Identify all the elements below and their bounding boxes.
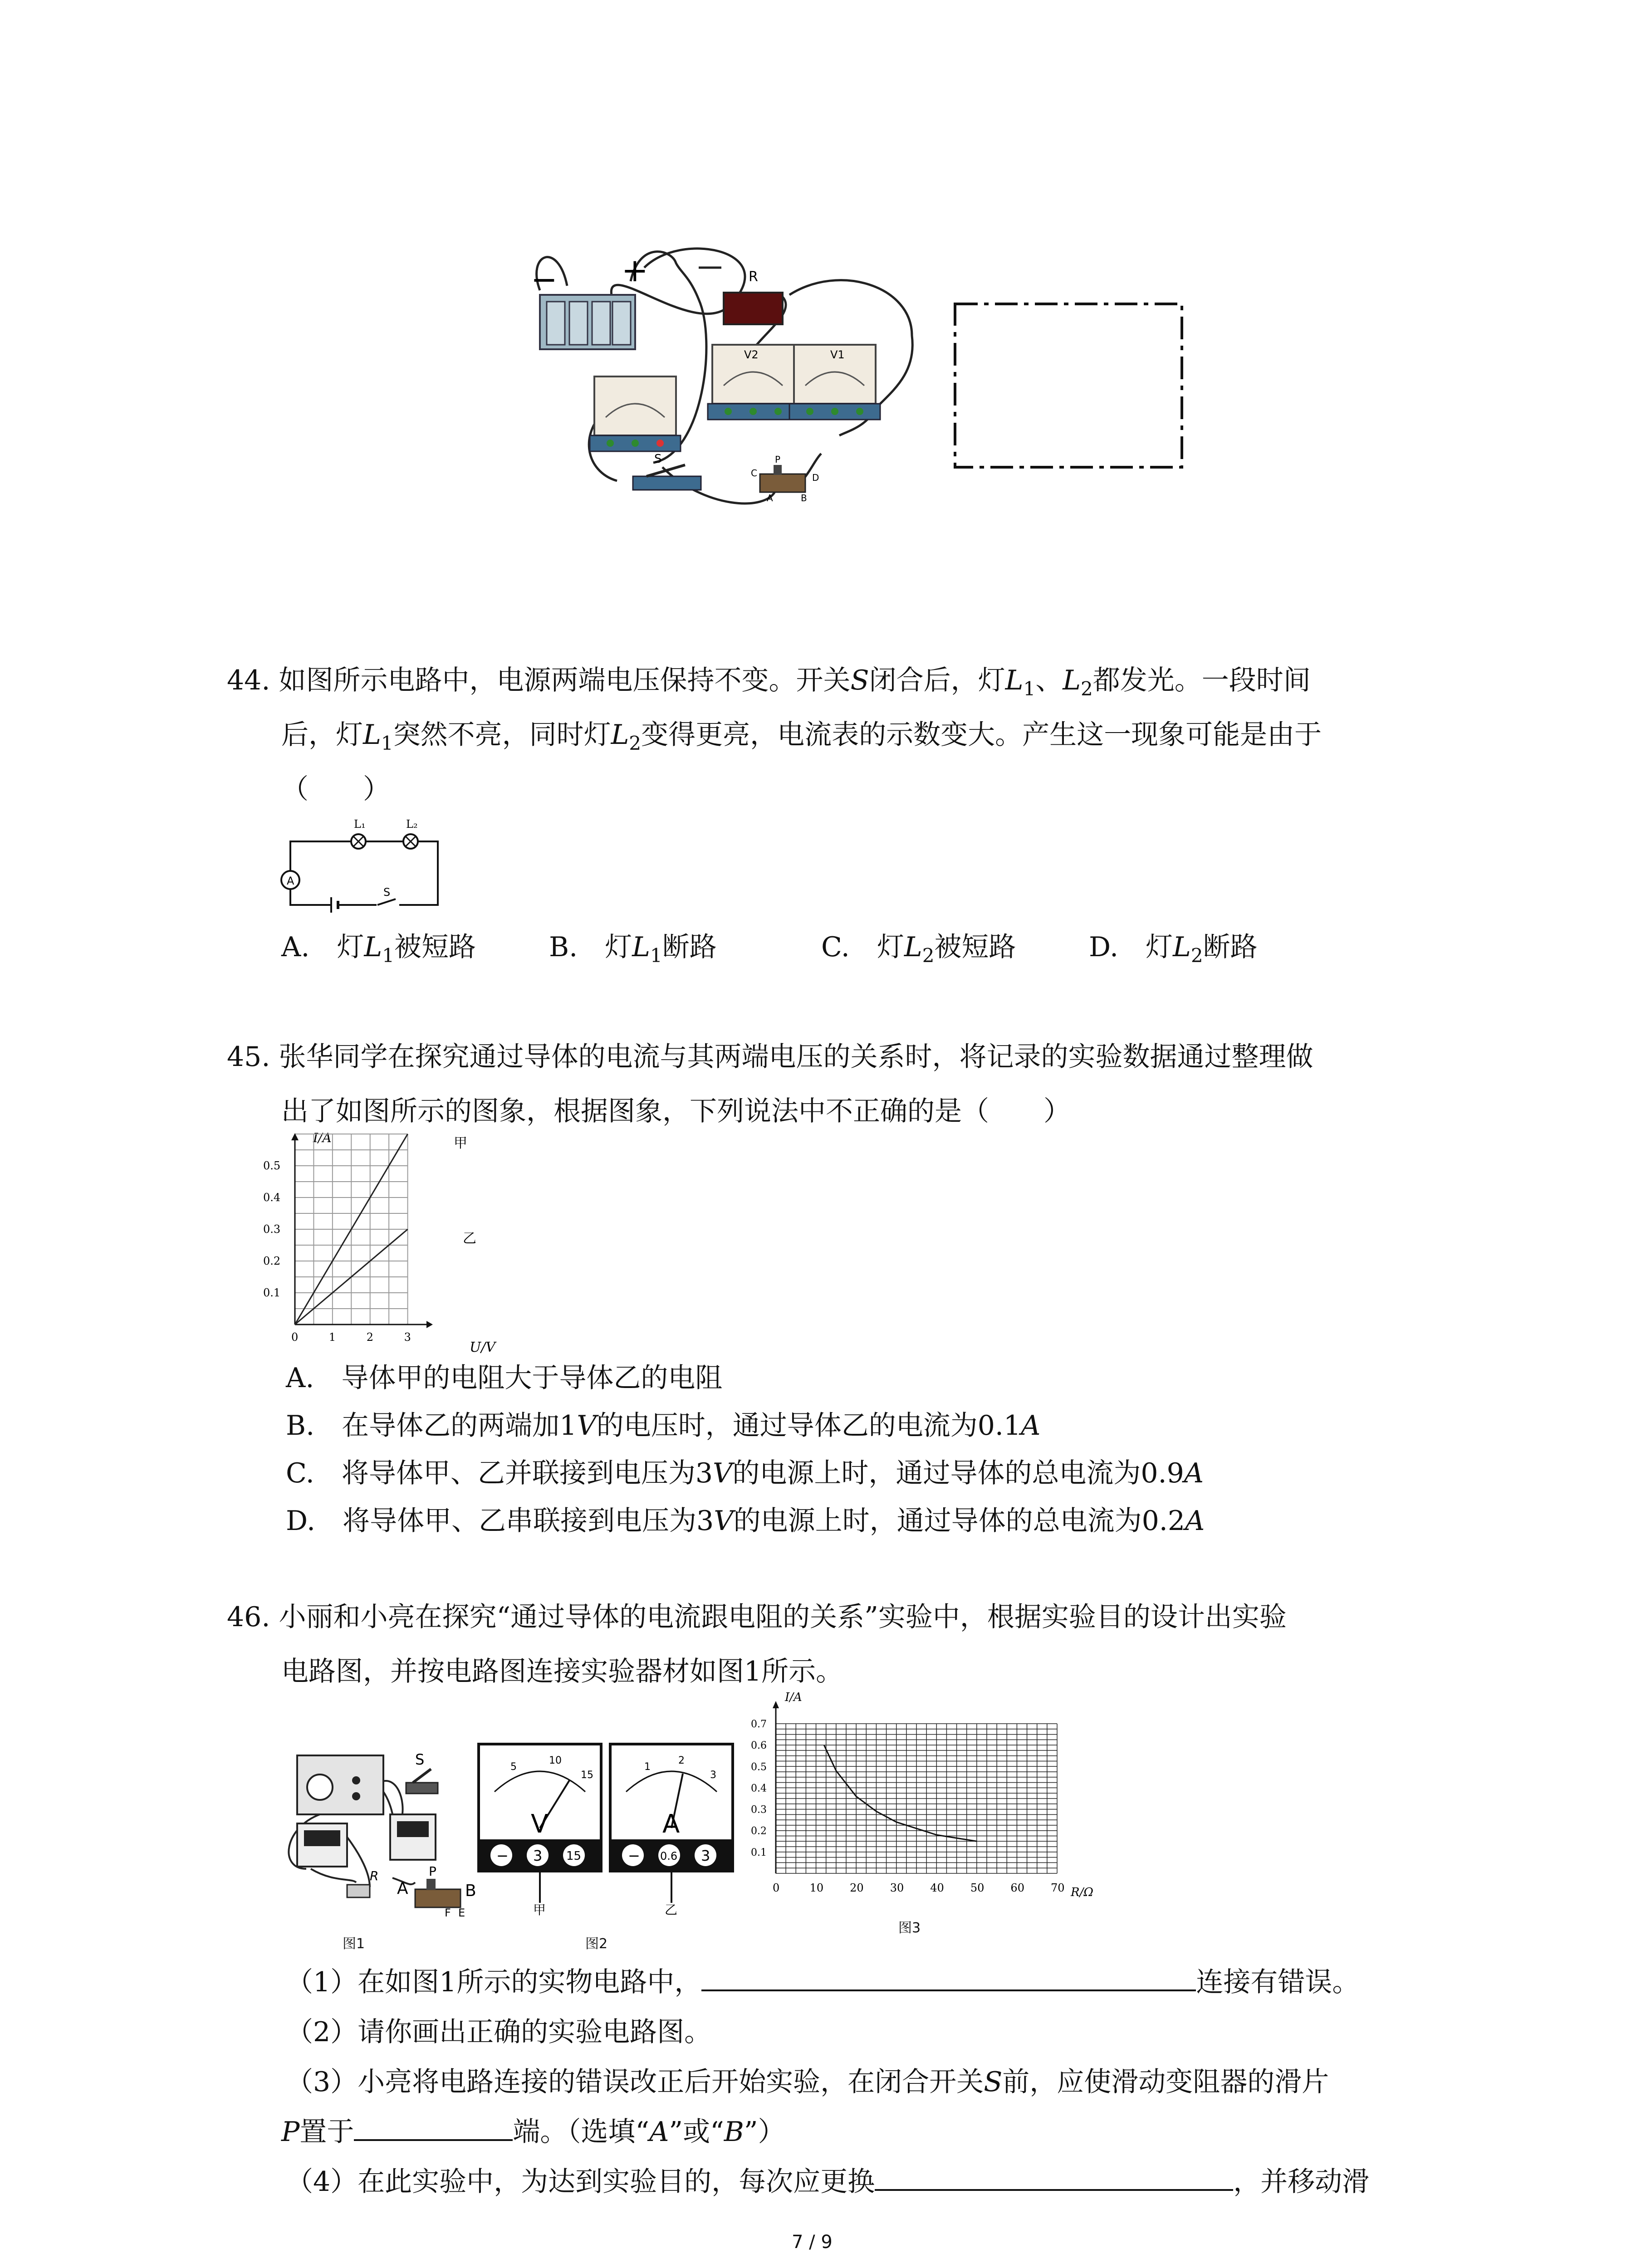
terminal-b-symbol: B: [724, 2116, 744, 2148]
q46-text: 前，应使滑动变阻器的滑片: [1002, 2066, 1329, 2098]
q44-option-d[interactable]: [1089, 925, 1258, 967]
unit: A: [1184, 1457, 1204, 1489]
lamp-l1-icon: [351, 834, 366, 849]
y-tick-label: 0.7: [751, 1719, 767, 1730]
q44-number: 44.: [227, 665, 270, 696]
amp-term-minus: −: [628, 1847, 640, 1864]
option-text: 灯: [877, 931, 904, 963]
q46-blank-1[interactable]: [701, 1966, 1196, 1991]
y-tick-label: 0.3: [263, 1223, 281, 1236]
ammeter-letter: A: [662, 1809, 680, 1839]
q45-option-b[interactable]: [286, 1404, 1040, 1443]
x-tick-label: 60: [1010, 1882, 1024, 1894]
q46-sub3-line1: [286, 2055, 1329, 2109]
q46-fig2: [476, 1742, 735, 1919]
voltmeter-name: 甲: [533, 1902, 546, 1917]
q44-option-b[interactable]: [549, 925, 717, 967]
q44-ammeter-label: A: [287, 875, 294, 887]
option-text: 的电源上时，通过导体的总电流为0.9: [732, 1457, 1184, 1489]
fig1-label-e: E: [458, 1906, 465, 1919]
lamp-symbol: L: [1173, 931, 1191, 963]
q46-sub1: [286, 1955, 1359, 2009]
option-letter: A.: [281, 931, 310, 963]
power-supply-icon: [297, 1755, 383, 1814]
q46-stem-line1: [227, 1590, 1287, 1644]
q46-text: （4）在此实验中，为达到实验目的，每次应更换: [286, 2166, 875, 2198]
switch-icon: [406, 1769, 438, 1794]
amp-term-0.6: 0.6: [660, 1850, 678, 1862]
circuit-diagram-answer-box: [955, 304, 1182, 467]
rheostat-label-a: A: [767, 493, 773, 503]
q45-stem-line2: 出了如图所示的图象，根据图象，下列说法中不正确的是（ ）: [281, 1095, 1071, 1127]
switch-symbol: S: [850, 665, 869, 696]
q44-text: 后，灯: [281, 719, 363, 751]
option-text: 的电源上时，通过导体的总电流为0.2: [733, 1505, 1185, 1537]
meter-icon: [297, 1814, 436, 1867]
amp-term-3: 3: [701, 1847, 710, 1864]
q44-text: 都发光。一段时间: [1092, 665, 1311, 696]
q46-text: （1）在如图1所示的实物电路中，: [286, 1966, 702, 1998]
q44-text: 闭合后，灯: [869, 665, 1005, 696]
q46-text: ”）: [744, 2116, 785, 2148]
q45-series-yi-label: 乙: [463, 1231, 476, 1246]
v1-label: V1: [830, 348, 845, 361]
q45-chart-svg: [254, 1129, 508, 1365]
top-circuit-figure: [522, 236, 1202, 517]
lamp-symbol: L: [1063, 665, 1081, 696]
subscript: 2: [1081, 678, 1093, 700]
option-text: 将导体甲、乙串联接到电压为3: [343, 1505, 714, 1537]
fig1-label-b: B: [465, 1882, 476, 1900]
q46-fig1-svg: [279, 1737, 479, 1932]
resistor-label: R: [749, 269, 758, 285]
x-tick-label: 50: [970, 1882, 985, 1894]
q46-stem-line2: 电路图，并按电路图连接实验器材如图1所示。: [281, 1656, 843, 1687]
y-tick-label: 0.6: [751, 1740, 767, 1752]
x-tick-label: 0: [773, 1882, 780, 1894]
unit: A: [1021, 1410, 1041, 1442]
q44-text: 变得更亮，电流表的示数变大。产生这一现象可能是由于: [641, 719, 1322, 751]
v2-label: V2: [744, 348, 759, 361]
q45-option-c[interactable]: [286, 1452, 1204, 1491]
amp-scale-1: 1: [644, 1761, 651, 1773]
q46-text: 置于: [299, 2116, 354, 2148]
q45-text: 张华同学在探究通过导体的电流与其两端电压的关系时，将记录的实验数据通过整理做: [279, 1041, 1313, 1073]
subscript: 2: [629, 732, 642, 754]
lamp-symbol: L: [363, 719, 381, 751]
q45-number: 45.: [227, 1041, 270, 1073]
y-tick-label: 0.2: [263, 1255, 281, 1267]
volt-scale-10: 10: [549, 1755, 562, 1766]
q46-fig1-caption: 图1: [343, 1936, 365, 1952]
lamp-symbol: L: [1005, 665, 1024, 696]
q44-option-a[interactable]: [281, 925, 476, 967]
q44-stem-line1: [227, 653, 1311, 716]
fig1-label-a: A: [397, 1879, 408, 1898]
subscript: 1: [382, 944, 394, 967]
q44-text: 如图所示电路中，电源两端电压保持不变。开关: [279, 665, 851, 696]
x-axis-arrow: [426, 1321, 433, 1328]
option-text: 将导体甲、乙并联接到电压为3: [341, 1457, 713, 1489]
x-tick-label: 20: [850, 1882, 864, 1894]
y-tick-label: 0.4: [263, 1191, 281, 1204]
volt-term-15: 15: [566, 1849, 582, 1863]
option-text: 在导体乙的两端加1: [342, 1410, 577, 1442]
unit: V: [714, 1505, 734, 1537]
option-text: 灯: [605, 931, 632, 963]
fig3-xlabel: R/Ω: [1071, 1886, 1093, 1899]
terminal-a-symbol: A: [649, 2116, 669, 2148]
option-letter: B.: [549, 931, 578, 963]
q44-circuit-svg: [277, 812, 449, 916]
option-text: 断路: [662, 931, 717, 963]
amp-scale-2: 2: [678, 1755, 685, 1766]
circuit-drawing: [522, 236, 1202, 517]
ammeter-icon: [590, 376, 681, 451]
subscript: 1: [381, 732, 393, 754]
page-number: 7 / 9: [792, 2232, 833, 2253]
q46-text: （3）小亮将电路连接的错误改正后开始实验，在闭合开关: [286, 2066, 984, 2098]
q46-sub2: （2）请你画出正确的实验电路图。: [286, 2016, 712, 2048]
q46-fig1: [279, 1737, 479, 1932]
rheostat-icon: [760, 465, 805, 492]
unit: V: [577, 1410, 597, 1442]
switch-icon: [633, 465, 701, 490]
x-tick-label: 30: [890, 1882, 904, 1894]
option-text: 的电压时，通过导体乙的电流为0.1: [596, 1410, 1021, 1442]
q44-switch-label: S: [383, 886, 391, 899]
x-tick-label: 40: [930, 1882, 944, 1894]
resistor-icon: [347, 1885, 370, 1897]
option-text: 导体甲的电阻大于导体乙的电阻: [341, 1362, 723, 1394]
q46-text: ”或“: [669, 2116, 724, 2148]
option-text: 被短路: [934, 931, 1016, 963]
rheostat-label-b: B: [801, 493, 807, 503]
q44-text: 、: [1035, 665, 1063, 696]
resistor-icon: [724, 293, 783, 324]
q44-l2-label: L₂: [406, 818, 418, 831]
rheostat-icon: [415, 1879, 460, 1907]
fig1-label-f: F: [445, 1906, 451, 1919]
x-tick-label: 70: [1051, 1882, 1065, 1894]
option-letter: C.: [821, 931, 850, 963]
battery-icon: [540, 295, 635, 349]
q46-text: 端。（选填“: [513, 2116, 650, 2148]
y-tick-label: 0.1: [263, 1286, 281, 1299]
q46-fig3: [744, 1687, 1107, 1919]
lamp-symbol: L: [611, 719, 629, 751]
lamp-symbol: L: [904, 931, 922, 963]
y-tick-label: 0.4: [751, 1783, 767, 1794]
lamp-l2-icon: [403, 834, 418, 849]
q45-option-a[interactable]: [286, 1356, 722, 1395]
q46-blank-4[interactable]: [875, 2165, 1233, 2191]
volt-scale-15: 15: [581, 1769, 593, 1781]
q46-number: 46.: [227, 1601, 270, 1633]
q46-fig2-svg: [476, 1742, 735, 1919]
ammeter-name: 乙: [665, 1902, 678, 1917]
x-tick-label: 1: [328, 1331, 336, 1344]
lamp-symbol: L: [364, 931, 382, 963]
option-text: 断路: [1203, 931, 1258, 963]
rheostat-label-p: P: [775, 454, 781, 465]
subscript: 1: [1023, 678, 1036, 700]
q46-text: 小丽和小亮在探究“通过导体的电流跟电阻的关系”实验中，根据实验目的设计出实验: [279, 1601, 1287, 1633]
y-tick-label: 0.2: [751, 1825, 767, 1837]
option-letter: B.: [286, 1410, 315, 1442]
subscript: 2: [1190, 944, 1203, 967]
option-text: 灯: [337, 931, 364, 963]
rheostat-label-d: D: [812, 472, 819, 483]
subscript: 2: [922, 944, 935, 967]
amp-scale-3: 3: [710, 1769, 716, 1781]
switch-symbol: S: [984, 2066, 1003, 2098]
y-tick-label: 0.3: [751, 1804, 767, 1816]
y-tick-label: 0.5: [263, 1159, 281, 1172]
x-tick-label: 10: [809, 1882, 824, 1894]
q45-stem-line1: [227, 1030, 1313, 1084]
option-letter: D.: [1089, 931, 1119, 963]
q45-ylabel: I/A: [313, 1130, 332, 1145]
rheostat-label-c: C: [751, 468, 757, 479]
y-axis-arrow: [773, 1701, 779, 1708]
x-tick-label: 2: [366, 1331, 373, 1344]
q44-answer-paren: （ ）: [281, 773, 390, 805]
q45-chart: [254, 1129, 508, 1365]
fig1-label-r: R: [370, 1868, 379, 1883]
q45-option-d[interactable]: [286, 1499, 1205, 1538]
fig1-label-p: P: [429, 1864, 436, 1879]
q46-fig3-chart-svg: [744, 1687, 1107, 1919]
option-letter: D.: [286, 1505, 316, 1537]
switch-label: S: [654, 452, 662, 466]
x-tick-label: 0: [291, 1331, 299, 1344]
q44-text: 突然不亮，同时灯: [393, 719, 611, 751]
q46-sub3-line2: [281, 2105, 785, 2159]
x-tick-label: 3: [404, 1331, 411, 1344]
q45-xlabel: U/V: [470, 1339, 496, 1355]
q44-circuit-figure: [277, 812, 449, 916]
q46-text: ，并移动滑: [1233, 2166, 1370, 2198]
volt-term-minus: −: [496, 1847, 509, 1864]
battery-plus-label: +: [622, 252, 648, 289]
q46-sub4: [286, 2155, 1369, 2209]
volt-term-3: 3: [533, 1847, 543, 1864]
q45-series-jia-label: 甲: [454, 1135, 467, 1151]
fig1-label-s: S: [415, 1751, 425, 1768]
fig3-ylabel: I/A: [785, 1691, 802, 1704]
q46-text: 连接有错误。: [1196, 1966, 1360, 1998]
y-tick-label: 0.5: [751, 1761, 767, 1773]
q44-l1-label: L₁: [354, 818, 366, 831]
option-letter: A.: [286, 1362, 314, 1394]
q44-option-c[interactable]: [821, 925, 1016, 967]
q46-blank-3[interactable]: [354, 2116, 513, 2141]
battery-minus-label: −: [531, 261, 558, 298]
slider-symbol: P: [281, 2116, 300, 2148]
q44-stem-line2: [281, 708, 1322, 771]
volt-scale-5: 5: [510, 1761, 517, 1773]
y-tick-label: 0.1: [751, 1847, 767, 1858]
voltmeter-letter: V: [531, 1809, 549, 1839]
option-text: 灯: [1146, 931, 1173, 963]
q46-fig3-caption: 图3: [898, 1920, 921, 1936]
unit: A: [1185, 1505, 1205, 1537]
lamp-symbol: L: [632, 931, 651, 963]
subscript: 1: [650, 944, 662, 967]
option-letter: C.: [286, 1457, 314, 1489]
q46-fig2-caption: 图2: [585, 1936, 608, 1952]
unit: V: [713, 1457, 733, 1489]
option-text: 被短路: [394, 931, 476, 963]
